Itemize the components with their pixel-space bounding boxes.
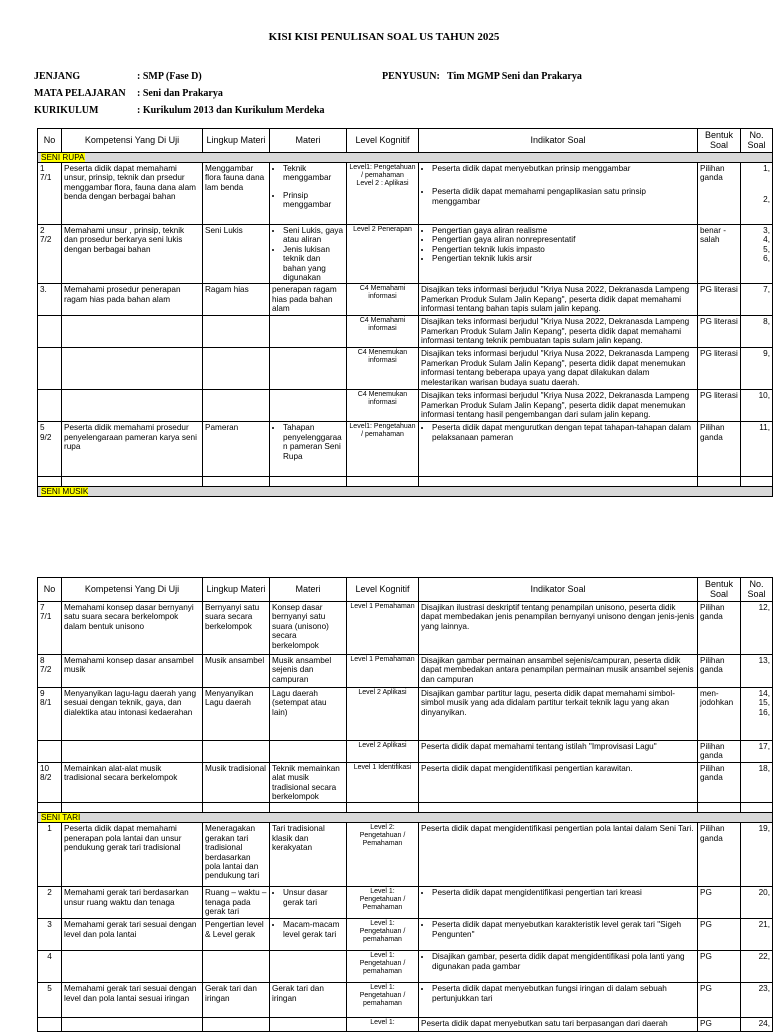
section-title-seni-musik: SENI MUSIK (41, 487, 89, 497)
cell-bentuk: Pilihan ganda (698, 422, 741, 477)
cell-bentuk: Pilihan ganda (698, 823, 741, 887)
indikator-item: • Peserta didik dapat mengurutkan dengan tepat tahapan-tahapan dalam pelaksanaan pameran (432, 423, 695, 442)
jenjang-label: JENJANG (34, 71, 81, 82)
cell-kompetensi: Memahami gerak tari sesuai dengan level dan pola lantai (62, 919, 203, 951)
col-header-indikator: Indikator Soal (419, 129, 698, 153)
col-header-materi: Materi (270, 578, 347, 602)
col-header-bentuk: Bentuk Soal (698, 129, 741, 153)
cell-nosoal: 20, (741, 887, 773, 919)
indikator-item: • Peserta didik dapat memahami pengaplikasian satu prinsip menggambar (432, 187, 695, 206)
cell-materi (270, 1018, 347, 1032)
cell-nosoal: 24, (741, 1018, 773, 1032)
cell-materi (270, 741, 347, 763)
cell-bentuk: Pilihan ganda (698, 655, 741, 688)
table-row (38, 477, 773, 487)
cell-lingkup (203, 1018, 270, 1032)
table-row (38, 422, 773, 477)
cell-materi (270, 422, 347, 477)
cell-materi (270, 390, 347, 422)
cell-no: 7 7/1 (38, 602, 62, 655)
cell-level: Level 1: Pengetahuan / pemahaman (347, 919, 419, 951)
cell-indikator (419, 951, 698, 983)
cell-lingkup: Menyanyikan Lagu daerah (203, 688, 270, 741)
cell-no (38, 348, 62, 390)
col-header-lingkup: Lingkup Materi (203, 578, 270, 602)
cell-lingkup (203, 316, 270, 348)
col-header-lingkup: Lingkup Materi (203, 129, 270, 153)
cell-nosoal: 14, 15, 16, (741, 688, 773, 741)
cell-nosoal: 21, (741, 919, 773, 951)
cell-level: Level 1: Pengetahuan / pemahaman (347, 951, 419, 983)
cell-lingkup: Musik ansambel (203, 655, 270, 688)
cell-nosoal: 19, (741, 823, 773, 887)
cell-lingkup: Pengertian level & Level gerak (203, 919, 270, 951)
cell-materi: Teknik memainkan alat musik tradisional secara berkelompok (270, 762, 347, 803)
materi-item: • Jenis lukisan teknik dan bahan yang digunakan (283, 245, 344, 283)
cell-kompetensi: Memahami konsep dasar bernyanyi satu suara secara berkelompok dalam bentuk unisono (62, 602, 203, 655)
table-row (38, 602, 773, 655)
cell-lingkup: Bernyanyi satu suara secara berkelompok (203, 602, 270, 655)
cell-lingkup: Meneragakan gerakan tari tradisional berdasarkan pola lantai dan pendukung tari (203, 823, 270, 887)
cell-no (38, 316, 62, 348)
col-header-materi: Materi (270, 129, 347, 153)
cell-level: Level1: Pengetahuan / pemahaman (347, 422, 419, 477)
cell-bentuk: Pilihan ganda (698, 163, 741, 225)
cell-level: Level 2 Aplikasi (347, 741, 419, 763)
cell-bentuk: Pilihan ganda (698, 602, 741, 655)
cell-lingkup: Pameran (203, 422, 270, 477)
cell-indikator: Disajikan gambar permainan ansambel sejenis/campuran, peserta didik dapat membedakan antara penampilan permainan musik ansambel sejenis dan campuran (419, 655, 698, 688)
materi-item: • Teknik menggambar (283, 164, 344, 183)
cell-indikator (419, 163, 698, 225)
cell-indikator: Peserta didik dapat menyebutkan satu tari berpasangan dari daerah (419, 1018, 698, 1032)
materi-item: • Prinsip menggambar (283, 191, 344, 210)
cell-indikator: Peserta didik dapat memahami tentang istilah "Improvisasi Lagu" (419, 741, 698, 763)
table-row (38, 741, 773, 763)
cell-indikator (419, 422, 698, 477)
cell-lingkup: Ruang – waktu – tenaga pada gerak tari (203, 887, 270, 919)
cell-bentuk: PG (698, 919, 741, 951)
table-row (38, 762, 773, 803)
cell-lingkup (203, 390, 270, 422)
indikator-item: • Peserta didik dapat mengidentifikasi pengertian tari kreasi (432, 888, 695, 897)
nosoal-text: 2, (763, 195, 770, 205)
cell-kompetensi (62, 316, 203, 348)
cell-no: 3 (38, 919, 62, 951)
cell-bentuk: Pilihan ganda (698, 741, 741, 763)
cell-bentuk: PG (698, 887, 741, 919)
cell-lingkup: Ragam hias (203, 284, 270, 316)
cell-nosoal: 10, (741, 390, 773, 422)
cell-lingkup (203, 741, 270, 763)
section-title-seni-rupa: SENI RUPA (41, 153, 85, 162)
cell-bentuk: PG (698, 951, 741, 983)
cell-indikator: Disajikan teks informasi berjudul "Kriya Nusa 2022, Dekranasda Lampeng Pamerkan Produk Sulam Jalin Kepang", peserta didik dapat menemukan informasi tentang beberapa upaya yang dapat dilakukan dalam melestarikan warisan budaya suatu daerah. (419, 348, 698, 390)
table-row (38, 316, 773, 348)
cell-bentuk: PG literasi (698, 390, 741, 422)
materi-item: • Macam-macam level gerak tari (283, 920, 344, 939)
col-header-bentuk: Bentuk Soal (698, 578, 741, 602)
col-header-kompetensi: Kompetensi Yang Di Uji (62, 578, 203, 602)
cell-lingkup (203, 348, 270, 390)
cell-no: 8 7/2 (38, 655, 62, 688)
indikator-item: • Pengertian gaya aliran nonrepresentatif (432, 235, 695, 244)
cell-bentuk: Pilihan ganda (698, 762, 741, 803)
cell-no: 5 (38, 983, 62, 1018)
indikator-item: • Peserta didik dapat menyebutkan karakteristik level gerak tari "Sigeh Pengunten" (432, 920, 695, 939)
cell-materi (270, 919, 347, 951)
cell-indikator (419, 225, 698, 284)
cell-kompetensi: Memahami prosedur penerapan ragam hias pada bahan alam (62, 284, 203, 316)
cell-materi (270, 225, 347, 284)
cell-nosoal: 22, (741, 951, 773, 983)
indikator-item: • Peserta didik dapat menyebutkan prinsip menggambar (432, 164, 695, 173)
cell-level: Level 1: (347, 1018, 419, 1032)
jenjang-value: : SMP (Fase D) (137, 71, 202, 82)
cell-level: Level 1 Identifikasi (347, 762, 419, 803)
cell-no (38, 1018, 62, 1032)
cell-no: 10 8/2 (38, 762, 62, 803)
cell-level: Level 1 Pemahaman (347, 602, 419, 655)
header-row (38, 129, 773, 153)
cell-bentuk: benar - salah (698, 225, 741, 284)
cell-indikator: Peserta didik dapat mengidentifikasi pengertian karawitan. (419, 762, 698, 803)
cell-bentuk: men-jodohkan (698, 688, 741, 741)
cell-materi (270, 348, 347, 390)
cell-no (38, 741, 62, 763)
cell-no: 3. (38, 284, 62, 316)
col-header-no: No (38, 578, 62, 602)
cell-no: 4 (38, 951, 62, 983)
table-row (38, 284, 773, 316)
cell-no: 5 9/2 (38, 422, 62, 477)
cell-no: 9 8/1 (38, 688, 62, 741)
cell-no: 2 7/2 (38, 225, 62, 284)
col-header-nosoal: No. Soal (741, 129, 773, 153)
cell-nosoal: 17, (741, 741, 773, 763)
cell-nosoal: 11, (741, 422, 773, 477)
cell-lingkup: Musik tradisional (203, 762, 270, 803)
cell-kompetensi (62, 390, 203, 422)
cell-materi: Lagu daerah (setempat atau lain) (270, 688, 347, 741)
cell-kompetensi: Menyanyikan lagu-lagu daerah yang sesuai dengan teknik, gaya, dan dialektika atau intonasi kedaerahan (62, 688, 203, 741)
col-header-nosoal: No. Soal (741, 578, 773, 602)
indikator-item: • Disajikan gambar, peserta didik dapat mengidentifikasi pola lanti yang digunakan pada gambar (432, 952, 695, 971)
cell-materi (270, 951, 347, 983)
mapel-label: MATA PELAJARAN (34, 88, 126, 99)
table-row (38, 951, 773, 983)
section-row (38, 153, 773, 163)
cell-level: C4 Memahami informasi (347, 316, 419, 348)
cell-nosoal: 23, (741, 983, 773, 1018)
cell-no: 1 (38, 823, 62, 887)
materi-item: • Seni Lukis, gaya atau aliran (283, 226, 344, 245)
cell-bentuk: PG literasi (698, 284, 741, 316)
cell-materi: Konsep dasar bernyanyi satu suara (unisono) secara berkelompok (270, 602, 347, 655)
cell-indikator: Disajikan gambar partitur lagu, peserta didik dapat memahami simbol-simbol musik yang ada didalam partitur terkait teknik lagu yang akan dinyanyikan. (419, 688, 698, 741)
cell-lingkup: Gerak tari dan iringan (203, 983, 270, 1018)
cell-no: 1 7/1 (38, 163, 62, 225)
indikator-item: • Pengertian teknik lukis impasto (432, 245, 695, 254)
cell-lingkup: Menggambar flora fauna dana lam benda (203, 163, 270, 225)
table-row (38, 919, 773, 951)
cell-bentuk: PG (698, 1018, 741, 1032)
cell-indikator (419, 983, 698, 1018)
table-row (38, 225, 773, 284)
cell-level: Level 2: Pengetahuan / Pemahaman (347, 823, 419, 887)
cell-materi: Tari tradisional klasik dan kerakyatan (270, 823, 347, 887)
cell-kompetensi (62, 348, 203, 390)
cell-kompetensi (62, 951, 203, 983)
cell-kompetensi: Peserta didik dapat memahami unsur, prinsip, teknik dan prsedur menggambar flora, fauna dana alam benda dengan berbagai bahan (62, 163, 203, 225)
table-row (38, 348, 773, 390)
cell-materi: penerapan ragam hias pada bahan alam (270, 284, 347, 316)
cell-indikator: Disajikan teks informasi berjudul "Kriya Nusa 2022, Dekranasda Lampeng Pamerkan Produk Sulam Jalin Kepang", peserta didik dapat menemukan informasi tentang hasil pengembangan dari sulam jalin kepang. (419, 390, 698, 422)
cell-indikator: Disajikan ilustrasi deskriptif tentang penampilan unisono, peserta didik dapat membedakan jenis penampilan bernyanyi unisono dengan jenis-jenis yang lainnya. (419, 602, 698, 655)
cell-materi (270, 887, 347, 919)
kurikulum-label: KURIKULUM (34, 105, 99, 116)
cell-level: Level 1 Pemahaman (347, 655, 419, 688)
table-row (38, 1018, 773, 1032)
indikator-item: • Pengertian gaya aliran realisme (432, 226, 695, 235)
cell-bentuk: PG literasi (698, 348, 741, 390)
cell-kompetensi: Memahami gerak tari berdasarkan unsur ruang waktu dan tenaga (62, 887, 203, 919)
cell-lingkup: Seni Lukis (203, 225, 270, 284)
cell-indikator: Peserta didik dapat mengidentifikasi pengertian pola lantai dalam Seni Tari. (419, 823, 698, 887)
cell-materi: Gerak tari dan iringan (270, 983, 347, 1018)
cell-indikator: Disajikan teks informasi berjudul "Kriya Nusa 2022, Dekranasda Lampeng Pamerkan Produk Sulam Jalin Kepang", peserta didik dapat memahami informasi tentang bahan tapis sulam jalin kepang. (419, 284, 698, 316)
col-header-indikator: Indikator Soal (419, 578, 698, 602)
indikator-item: • Peserta didik dapat menyebutkan fungsi iringan di dalam sebuah pertunjukkan tari (432, 984, 695, 1003)
section-title-seni-tari: SENI TARI (41, 813, 81, 823)
table-row (38, 655, 773, 688)
cell-level: Level 2 Penerapan (347, 225, 419, 284)
cell-materi (270, 316, 347, 348)
table-row (38, 887, 773, 919)
penyusun-label: PENYUSUN: (382, 71, 440, 82)
cell-no (38, 390, 62, 422)
col-header-kompetensi: Kompetensi Yang Di Uji (62, 129, 203, 153)
cell-level (347, 163, 419, 225)
col-header-no: No (38, 129, 62, 153)
table-row (38, 390, 773, 422)
table-row (38, 823, 773, 887)
cell-kompetensi: Peserta didik dapat memahami penerapan pola lantai dan unsur pendukung gerak tari tradisional (62, 823, 203, 887)
cell-level: Level 1: Pengetahuan / Pemahaman (347, 887, 419, 919)
cell-nosoal: 9, (741, 348, 773, 390)
cell-nosoal: 12, (741, 602, 773, 655)
table-row (38, 803, 773, 813)
level-text: Level 2 : Aplikasi (356, 180, 409, 187)
cell-level: C4 Memahami informasi (347, 284, 419, 316)
cell-indikator (419, 919, 698, 951)
kisi-table-1 (37, 128, 773, 497)
cell-no: 2 (38, 887, 62, 919)
document-title: KISI KISI PENULISAN SOAL US TAHUN 2025 (268, 31, 500, 43)
cell-kompetensi: Memahami gerak tari sesuai dengan level dan pola lantai sesuai iringan (62, 983, 203, 1018)
cell-indikator: Disajikan teks informasi berjudul "Kriya Nusa 2022, Dekranasda Lampeng Pamerkan Produk Sulam Jalin Kepang", peserta didik dapat memahami informasi tentang teknik pembuatan tapis sulam jalin kepang. (419, 316, 698, 348)
section-row (38, 487, 773, 497)
cell-kompetensi (62, 741, 203, 763)
header-row (38, 578, 773, 602)
section-row (38, 813, 773, 823)
cell-kompetensi: Memainkan alat-alat musik tradisional secara berkelompok (62, 762, 203, 803)
materi-item: • Tahapan penyelenggaraa n pameran Seni Rupa (283, 423, 344, 461)
cell-lingkup (203, 951, 270, 983)
col-header-level: Level Kognitif (347, 578, 419, 602)
kisi-table-2 (37, 577, 773, 1032)
cell-kompetensi: Peserta didik memahami prosedur penyelengaraan pameran karya seni rupa (62, 422, 203, 477)
nosoal-text: 1, (763, 164, 770, 173)
cell-indikator (419, 887, 698, 919)
cell-nosoal (741, 163, 773, 225)
cell-nosoal: 13, (741, 655, 773, 688)
cell-kompetensi: Memahami konsep dasar ansambel musik (62, 655, 203, 688)
cell-materi (270, 163, 347, 225)
cell-kompetensi: Memahami unsur , prinsip, teknik dan prosedur berkarya seni lukis dengan berbagai bahan (62, 225, 203, 284)
table-row (38, 163, 773, 225)
kurikulum-value: : Kurikulum 2013 dan Kurikulum Merdeka (137, 105, 325, 116)
table-row (38, 688, 773, 741)
cell-nosoal: 8, (741, 316, 773, 348)
indikator-item: • Pengertian teknik lukis arsir (432, 254, 695, 263)
cell-bentuk: PG literasi (698, 316, 741, 348)
level-text: Level1: Pengetahuan / pemahaman (349, 164, 416, 179)
mapel-value: : Seni dan Prakarya (137, 88, 223, 99)
cell-kompetensi (62, 1018, 203, 1032)
cell-materi: Musik ansambel sejenis dan campuran (270, 655, 347, 688)
cell-nosoal: 7, (741, 284, 773, 316)
col-header-level: Level Kognitif (347, 129, 419, 153)
cell-level: Level 1: Pengetahuan / pemahaman (347, 983, 419, 1018)
cell-level: C4 Menemukan informasi (347, 348, 419, 390)
materi-item: • Unsur dasar gerak tari (283, 888, 344, 907)
table-row (38, 983, 773, 1018)
cell-level: Level 2 Aplikasi (347, 688, 419, 741)
penyusun-value: Tim MGMP Seni dan Prakarya (447, 71, 582, 82)
cell-nosoal: 18, (741, 762, 773, 803)
cell-level: C4 Menemukan informasi (347, 390, 419, 422)
cell-bentuk: PG (698, 983, 741, 1018)
cell-nosoal: 3, 4, 5, 6, (741, 225, 773, 284)
